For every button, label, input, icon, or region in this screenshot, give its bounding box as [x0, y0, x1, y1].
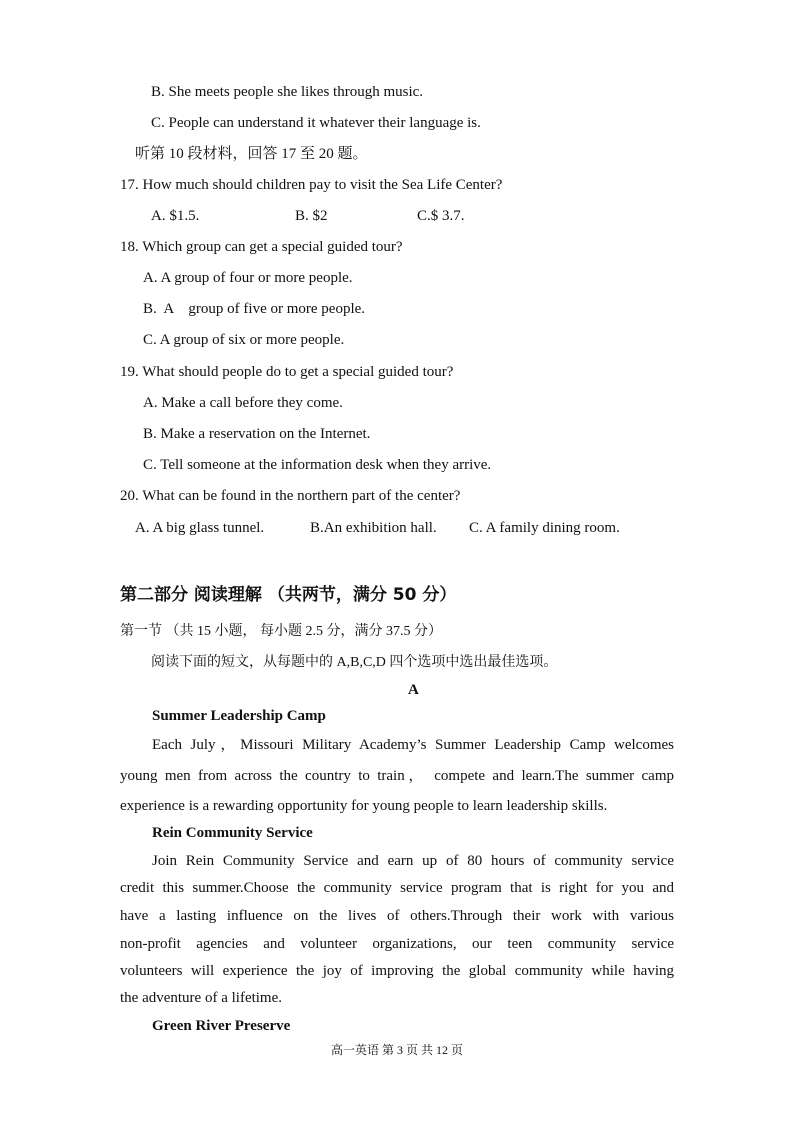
q18-option-b: B. A group of five or more people.: [143, 301, 366, 317]
reading-section-title: 第一节 （共 15 小题， 每小题 2.5 分，满分 37.5 分）: [120, 624, 442, 639]
q16-option-b: B. She meets people she likes through music.: [151, 84, 424, 100]
passage-heading-rein: Rein Community Service: [152, 825, 313, 841]
q18-stem: 18. Which group can get a special guided tour?: [120, 239, 403, 255]
reading-instruction: 阅读下面的短文，从每题中的 A,B,C,D 四个选项中选出最佳选项。: [151, 655, 558, 670]
page-footer: 高一英语 第 3 页 共 12 页: [330, 1043, 463, 1057]
paragraph-line: have a lasting influence on the lives of others.Through their work with various: [120, 908, 674, 924]
passage-heading-green-river: Green River Preserve: [152, 1018, 291, 1034]
section10-intro: 听第 10 段材料，回答 17 至 20 题。: [135, 146, 368, 162]
q19-option-b: B. Make a reservation on the Internet.: [143, 426, 371, 442]
paragraph-line: Join Rein Community Service and earn up of 80 hours of community service: [152, 853, 674, 869]
q19-stem: 19. What should people do to get a special guided tour?: [120, 364, 454, 380]
q19-option-c: C. Tell someone at the information desk when they arrive.: [143, 457, 492, 473]
q20-option-b: B.An exhibition hall.: [310, 520, 437, 536]
paragraph-line: the adventure of a lifetime.: [120, 990, 283, 1006]
q18-option-a: A. A group of four or more people.: [143, 270, 353, 286]
q17-option-b: B. $2: [295, 208, 328, 224]
q20-stem: 20. What can be found in the northern part of the center?: [120, 488, 461, 504]
reading-part-title: 第二部分 阅读理解 （共两节，满分 50 分）: [120, 585, 457, 605]
q16-option-c: C. People can understand it whatever their language is.: [151, 115, 481, 131]
paragraph-line: young men from across the country to train， compete and learn.The summer camp: [120, 768, 674, 784]
paragraph-line: experience is a rewarding opportunity for young people to learn leadership skills.: [120, 798, 608, 814]
q18-option-c: C. A group of six or more people.: [143, 332, 345, 348]
paragraph-line: non-profit agencies and volunteer organizations, our teen community service: [120, 936, 674, 952]
passage-heading-summer-camp: Summer Leadership Camp: [152, 708, 326, 724]
paragraph-line: volunteers will experience the joy of improving the global community while having: [120, 963, 674, 979]
q17-option-a: A. $1.5.: [151, 208, 200, 224]
q20-option-c: C. A family dining room.: [469, 520, 620, 536]
paragraph-line: Each July，Missouri Military Academy’s Summer Leadership Camp welcomes: [152, 737, 674, 753]
q20-option-a: A. A big glass tunnel.: [135, 520, 265, 536]
passage-label: A: [408, 682, 419, 698]
paragraph-line: credit this summer.Choose the community service program that is right for you and: [120, 880, 674, 896]
q17-stem: 17. How much should children pay to visit the Sea Life Center?: [120, 177, 503, 193]
q19-option-a: A. Make a call before they come.: [143, 395, 343, 411]
q17-option-c: C.$ 3.7.: [417, 208, 465, 224]
